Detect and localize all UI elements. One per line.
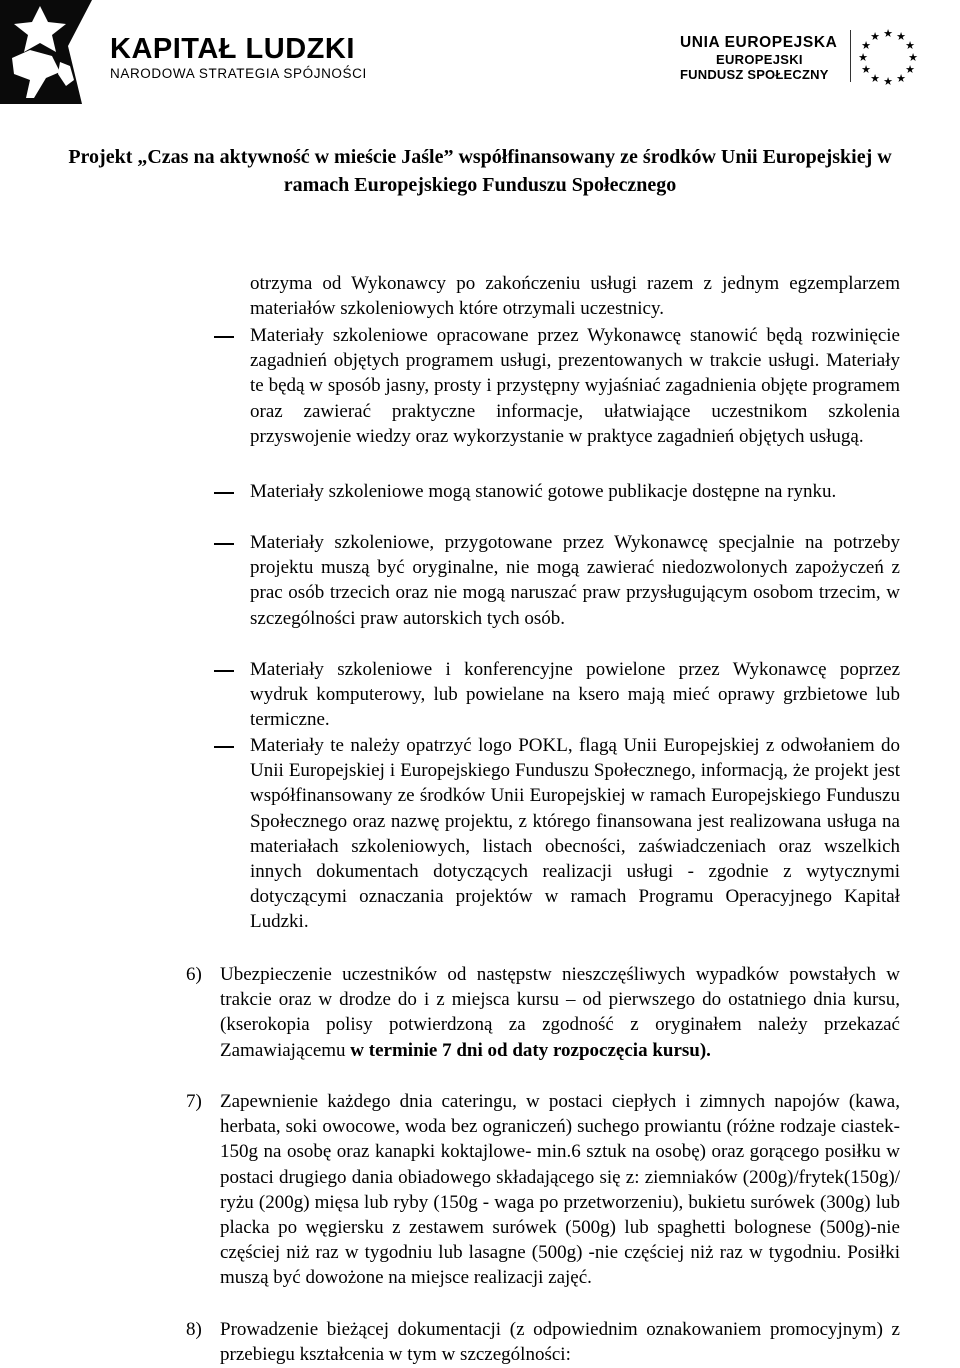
svg-text:★: ★: [883, 75, 893, 88]
dash-bullet: [214, 336, 234, 338]
item-text: Ubezpieczenie uczestników od następstw nieszczęśliwych wypadków powstałych w trakcie oraz w drodze do i z miejsca kursu – od pierwszego do ostatniego dnia kursu, (kserokopia polisy potwierdzoną za zgodność z oryginałem należy przekazać Zamawiającemu: [220, 964, 900, 1061]
list-item-text: Materiały szkoleniowe opracowane przez Wykonawcę stanowić będą rozwinięcie zagadnień objętych programem usługi, prezentowanych w trakcie usługi. Materiały te będą w sposób jasny, prosty i przystępny wyjaśniać zagadnienia objęte programem oraz zawierać praktyczne informacje, ułatwiające uczestnikom szkolenia przyswojenie wiedzy oraz wykorzystanie w praktyce zagadnień objętych usługą.: [250, 325, 900, 447]
list-item-text: Materiały szkoleniowe mogą stanowić gotowe publikacje dostępne na rynku.: [250, 481, 837, 502]
kapital-ludzki-subtitle: NARODOWA STRATEGIA SPÓJNOŚCI: [110, 66, 367, 81]
eu-logo-divider: [850, 30, 851, 82]
svg-text:★: ★: [905, 39, 915, 52]
eu-stars-icon: [858, 28, 918, 88]
item-text: Zapewnienie każdego dnia cateringu, w postaci ciepłych i zimnych napojów (kawa, herbata, soki owocowe, woda bez ograniczeń) suchego prowiantu (różne rodzaje ciastek-150g na osobę oraz kanapki koktajlowe- min.6 sztuk na osobę) oraz gorącego posiłku w postaci drugiego dania obiadowego składającego się z: ziemniaków (200g)/frytek(150g)/ ryżu (200g) mięsa lub ryby (150g - waga po przetworzeniu), bukietu surówek (300g) lub placka po węgiersku z zestawem surówek (500g) lub spaghetti bolognese (500g)-nie częściej niż raz w tygodniu lub lasagne (500g) -nie częściej niż raz w tygodniu. Posiłki muszą być dowożone na miejsce realizacji zajęć.: [220, 1091, 900, 1289]
svg-text:★: ★: [870, 72, 880, 85]
numbered-item: [186, 962, 900, 1063]
svg-text:★: ★: [905, 63, 915, 76]
dash-bullet: [214, 746, 234, 748]
item-number: 8): [186, 1319, 202, 1340]
list-item-text: Materiały te należy opatrzyć logo POKL, flagą Unii Europejskiej z odwołaniem do Unii Europejskiej i Europejskiego Funduszu Społecznego, informacją, że projekt jest współfinansowany ze środków Unii Europejskiej w ramach Europejskiego Funduszu Społecznego oraz nazwę projektu, z którego finansowana jest realizowana usługa na materiałach szkoleniowych, listach obecności, zaświadczeniach oraz wszelkich innych dokumentach dotyczących realizacji usługi - zgodnie z wytycznymi dotyczącymi oznaczania projektów w ramach Programu Operacyjnego Kapitał Ludzki.: [250, 735, 900, 933]
list-item: [250, 323, 900, 449]
item-text: Prowadzenie bieżącej dokumentacji (z odpowiednim oznakowaniem promocyjnym) z przebiegu kształcenia w tym w szczególności:: [220, 1319, 900, 1366]
continuation-paragraph: otrzyma od Wykonawcy po zakończeniu usługi razem z jednym egzemplarzem materiałów szkoleniowych które otrzymali uczestnicy.: [250, 273, 900, 320]
eu-logo: [680, 30, 960, 90]
svg-text:★: ★: [908, 51, 918, 64]
eu-logo-line-3: FUNDUSZ SPOŁECZNY: [680, 67, 829, 82]
kapital-ludzki-logo: [0, 0, 400, 104]
svg-text:★: ★: [858, 51, 868, 64]
svg-text:★: ★: [861, 39, 871, 52]
dash-bullet: [214, 543, 234, 545]
list-item: [250, 657, 900, 733]
eu-logo-line-1: UNIA EUROPEJSKA: [680, 34, 838, 51]
list-item: [250, 733, 900, 935]
numbered-item: [186, 1317, 900, 1367]
item-number: 6): [186, 964, 202, 985]
list-item-text: Materiały szkoleniowe i konferencyjne powielone przez Wykonawcę poprzez wydruk komputerowy, lub powielane na ksero mają mieć oprawy grzbietowe lub termiczne.: [250, 659, 900, 731]
list-item: [250, 479, 900, 504]
dash-bullet: [214, 670, 234, 672]
svg-text:★: ★: [896, 30, 906, 43]
item-number: 7): [186, 1091, 202, 1112]
list-item-text: Materiały szkoleniowe, przygotowane przez Wykonawcę specjalnie na potrzeby projektu muszą być oryginalne, nie mogą zawierać niedozwolonych zapożyczeń z prac osób trzecich oraz nie mogą naruszać praw przysługującym osobom trzecim, w szczególności praw autorskich tych osób.: [250, 532, 900, 629]
svg-text:★: ★: [883, 28, 893, 40]
kapital-ludzki-star-figure-icon: [0, 0, 100, 104]
dash-bullet: [214, 492, 234, 494]
item-bold-text: w terminie 7 dni od daty rozpoczęcia kursu).: [350, 1039, 711, 1061]
list-item: [250, 530, 900, 631]
svg-text:★: ★: [896, 72, 906, 85]
numbered-item: [186, 1089, 900, 1291]
svg-text:★: ★: [870, 30, 880, 43]
eu-logo-line-2: EUROPEJSKI: [716, 52, 803, 67]
project-title: Projekt „Czas na aktywność w mieście Jaśle” współfinansowany ze środków Unii Europejskiej w ramach Europejskiego Funduszu Społecznego: [68, 146, 892, 196]
svg-text:★: ★: [861, 63, 871, 76]
kapital-ludzki-title: KAPITAŁ LUDZKI: [110, 33, 355, 65]
